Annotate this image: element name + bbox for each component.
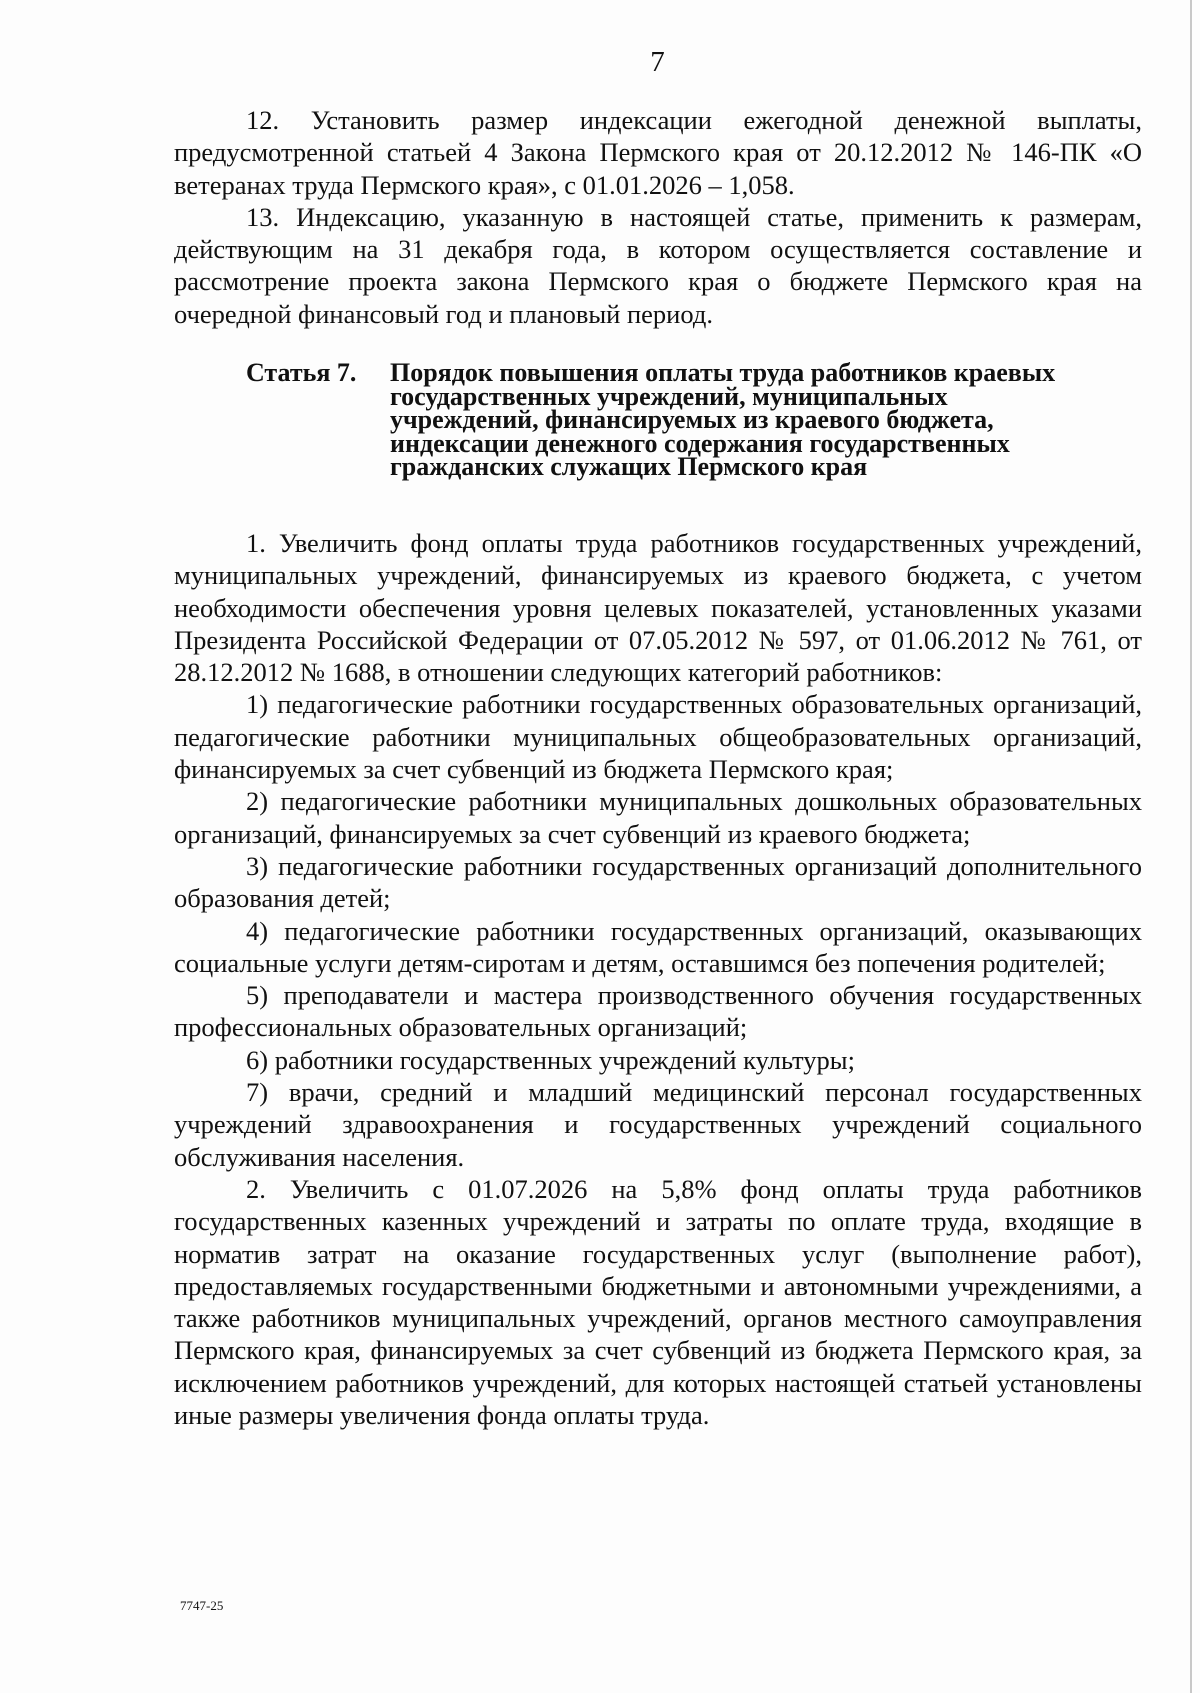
list-item-7: 7) врачи, средний и младший медицинский персонал государственных учреждений здравоохранения и государственных учреждений социального обслуживания населения. bbox=[174, 1077, 1142, 1172]
list-item-4: 4) педагогические работники государственных организаций, оказывающих социальные услуги детям-сиротам и детям, оставшимся без попечения родителей; bbox=[174, 915, 1142, 978]
article-number: Статья 7. bbox=[246, 358, 357, 387]
scan-edge-line bbox=[1190, 0, 1192, 1693]
list-item-5: 5) преподаватели и мастера производственного обучения государственных профессиональных образовательных организаций; bbox=[174, 980, 1142, 1043]
paragraphs-before-article bbox=[174, 104, 1142, 330]
list-item-2: 2) педагогические работники муниципальных дошкольных образовательных организаций, финансируемых за счет субвенций из краевого бюджета; bbox=[174, 786, 1142, 849]
article-title-line: учреждений, финансируемых из краевого бюджета, bbox=[390, 405, 994, 434]
paragraph-12: 12. Установить размер индексации ежегодной денежной выплаты, предусмотренной статьей 4 Закона Пермского края от 20.12.2012 № 146-ПК «О ветеранах труда Пермского края», с 01.01.2026 – 1,058. bbox=[174, 105, 1142, 200]
paragraph-13: 13. Индексацию, указанную в настоящей статье, применить к размерам, действующим на 31 декабря года, в котором осуществляется составление и рассмотрение проекта закона Пермского края о бюджете Пермского края на очередной финансовый год и плановый период. bbox=[174, 201, 1142, 329]
page-number: 7 bbox=[650, 46, 665, 78]
article-title-line: Порядок повышения оплаты труда работников краевых bbox=[390, 358, 1056, 387]
article-heading bbox=[246, 358, 1146, 481]
list-item-3: 3) педагогические работники государственных организаций дополнительного образования детей; bbox=[174, 850, 1142, 914]
article-title-line: гражданских служащих Пермского края bbox=[390, 452, 868, 481]
footer-document-code: 7747-25 bbox=[180, 1598, 224, 1613]
list-item-1: 1) педагогические работники государственных образовательных организаций, педагогические работники муниципальных общеобразовательных организаций, финансируемых за счет субвенций из бюджета Пермского края; bbox=[174, 689, 1142, 785]
paragraph-2: 2. Увеличить с 01.07.2026 на 5,8% фонд оплаты труда работников государственных казенных учреждений и затраты по оплате труда, входящие в норматив затрат на оказание государственных услуг (выполнение работ), предоставляемых государственными бюджетными и автономными учреждениями, а также работников муниципальных учреждений, органов местного самоуправления Пермского края, финансируемых за счет субвенций из бюджета Пермского края, за исключением работников учреждений, для которых настоящей статьей установлены иные размеры увеличения фонда оплаты труда. bbox=[174, 1173, 1142, 1431]
paragraphs-after-article bbox=[174, 527, 1142, 1431]
list-item-6: 6) работники государственных учреждений культуры; bbox=[246, 1044, 855, 1075]
paragraph-1: 1. Увеличить фонд оплаты труда работников государственных учреждений, муниципальных учреждений, финансируемых из краевого бюджета, с учетом необходимости обеспечения уровня целевых показателей, установленных указами Президента Российской Федерации от 07.05.2012 № 597, от 01.06.2012 № 761, от 28.12.2012 № 1688, в отношении следующих категорий работников: bbox=[174, 528, 1142, 688]
article-title-line: индексации денежного содержания государственных bbox=[390, 428, 1010, 458]
article-title bbox=[390, 358, 1146, 481]
article-title-line: государственных учреждений, муниципальных bbox=[390, 381, 948, 411]
